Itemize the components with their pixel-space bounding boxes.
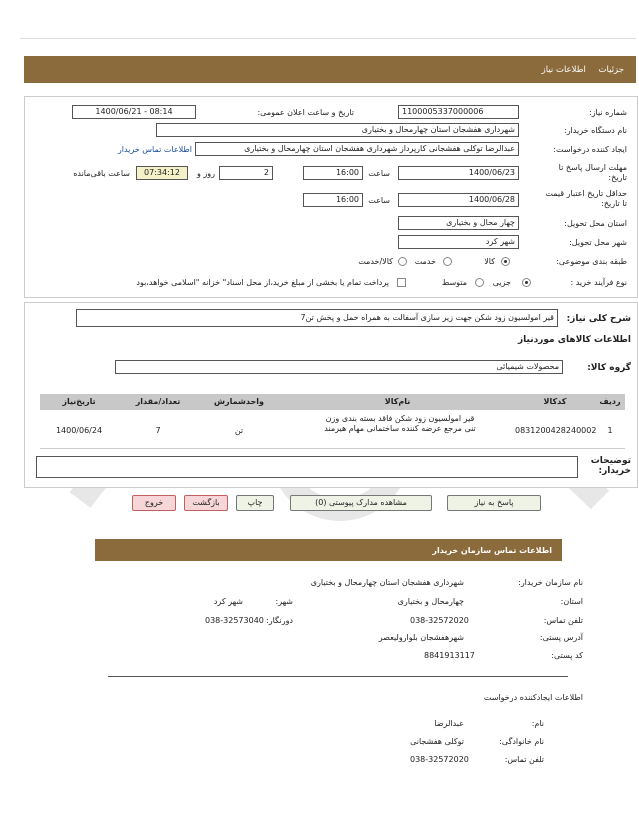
contact-postal-label: کد پستی:: [551, 651, 583, 660]
process-label: نوع فرآیند خرید :: [570, 278, 627, 287]
remaining-time-field: 07:34:12: [136, 166, 188, 180]
price-deadline-label: حداقل تاریخ اعتبار قیمت تا تاریخ:: [545, 189, 627, 208]
contact-fax-label: دورنگار:: [266, 616, 293, 625]
send-deadline-label: مهلت ارسال پاسخ تا تاریخ:: [558, 163, 627, 182]
category-both-label: کالا/خدمت: [358, 257, 393, 266]
contact-section-header: [95, 539, 562, 561]
description-label: شرح کلی نیاز:: [566, 314, 631, 324]
creator-phone-label: تلفن تماس:: [504, 755, 544, 764]
process-minor-radio[interactable]: [522, 278, 531, 287]
price-deadline-time-label: ساعت: [368, 196, 390, 205]
row-qty: 7: [155, 426, 161, 435]
creator-last-name-value: توکلی هفشجانی: [410, 737, 464, 746]
col-unit: واحدشمارش: [214, 397, 264, 406]
creator-title: اطلاعات ایجادکننده درخواست: [483, 693, 583, 702]
province-label: استان محل تحویل:: [564, 219, 627, 228]
contact-divider: [108, 676, 568, 677]
buyer-field: شهرداری هفشجان استان چهارمحال و بختیاری: [156, 123, 519, 137]
category-goods-label: کالا: [484, 257, 495, 266]
org-value: شهرداری هفشجان استان چهارمحال و بختیاری: [310, 578, 464, 587]
category-service-label: خدمت: [414, 257, 436, 266]
treasury-payment-checkbox[interactable]: [397, 278, 406, 287]
category-service-radio[interactable]: [443, 257, 452, 266]
treasury-payment-note: پرداخت تمام یا بخشی از مبلغ خرید،از محل اسناد" خزانه "اسلامی خواهد،بود: [136, 278, 389, 287]
row-name: قیر امولسیون زود شکن فاقد بسته بندی وزن تنی مرجع عرضه کننده ساختمانی مهام هیرمند: [324, 414, 476, 433]
col-qty: تعداد/مقدار: [135, 397, 181, 406]
send-deadline-time-label: ساعت: [368, 169, 390, 178]
header-links: [532, 65, 624, 75]
contact-city-value: شهر کرد: [213, 597, 243, 606]
contact-city-label: شهر:: [275, 597, 293, 606]
goods-table-header: [40, 394, 625, 410]
process-medium-label: متوسط: [441, 278, 467, 287]
contact-province-value: چهارمحال و بختیاری: [397, 597, 464, 606]
remaining-time-label: ساعت باقی‌مانده: [73, 169, 130, 178]
contact-address-value: شهرهفشجان بلوارولیعصر: [378, 633, 464, 642]
row-code: 0831200428240002: [515, 426, 597, 435]
need-number-label: شماره نیاز:: [589, 108, 627, 117]
send-deadline-date: 1400/06/23: [398, 166, 519, 180]
days-label: روز و: [197, 169, 215, 178]
exit-button[interactable]: خروج: [132, 495, 176, 511]
send-deadline-time: 16:00: [303, 166, 363, 180]
buyer-label: نام دستگاه خریدار:: [564, 126, 627, 135]
process-medium-radio[interactable]: [475, 278, 484, 287]
goods-title: اطلاعات کالاهای موردنیاز: [517, 335, 631, 345]
tab-need-info[interactable]: اطلاعات نیاز: [541, 65, 586, 75]
contact-phone-label: تلفن تماس:: [543, 616, 583, 625]
category-both-radio[interactable]: [398, 257, 407, 266]
announce-label: تاریخ و ساعت اعلان عمومی:: [257, 108, 354, 117]
description-field: قیر امولسیون زود شکن جهت زیر سازی آسفالت به همراه حمل و پخش تن7: [76, 309, 558, 327]
row-unit: تن: [234, 426, 244, 435]
contact-address-label: آدرس پستی:: [539, 633, 583, 642]
row-date: 1400/06/24: [55, 426, 103, 435]
tab-details[interactable]: جزئیات: [598, 65, 624, 75]
city-field: شهر کرد: [398, 235, 519, 249]
org-label: نام سازمان خریدار:: [518, 578, 583, 587]
contact-postal-value: 8841913117: [424, 651, 475, 660]
top-divider: [20, 38, 636, 39]
row-number: 1: [607, 426, 613, 435]
header-bar: [24, 56, 636, 83]
table-row: [40, 410, 625, 449]
process-minor-label: جزیی: [492, 278, 511, 287]
back-button[interactable]: بازگشت: [184, 495, 228, 511]
creator-first-name-value: عبدالرضا: [434, 719, 464, 728]
col-date: تاریخ‌نیاز: [62, 397, 96, 406]
attachments-button[interactable]: مشاهده مدارک پیوستی (0): [290, 495, 432, 511]
requester-field: عبدالرضا توکلی هفشجانی کارپرداز شهرداری هفشجان استان چهارمحال و بختیاری: [195, 142, 519, 156]
creator-phone-value: 038-32572020: [410, 755, 469, 764]
creator-last-name-label: نام خانوادگی:: [499, 737, 544, 746]
col-code: کدکالا: [543, 397, 567, 406]
reply-button[interactable]: پاسخ به نیاز: [447, 495, 541, 511]
goods-group-label: گروه کالا:: [587, 363, 631, 373]
buyer-contact-link[interactable]: اطلاعات تماس خریدار: [117, 145, 192, 154]
contact-section-title: اطلاعات تماس سازمان خریدار: [432, 546, 552, 555]
category-goods-radio[interactable]: [501, 257, 510, 266]
col-name: نام‌کالا: [384, 397, 411, 406]
category-label: طبقه بندی موضوعی:: [556, 257, 627, 266]
goods-group-field: محصولات شیمیائی: [115, 360, 563, 374]
col-row: ردیف: [599, 397, 621, 406]
days-field: 2: [219, 166, 273, 180]
province-field: چهار محال و بختیاری: [398, 216, 519, 230]
announce-field: 1400/06/21 - 08:14: [72, 105, 196, 119]
need-number-field: 1100005337000006: [398, 105, 519, 119]
buyer-notes-label: توضیحات خریدار:: [590, 456, 631, 476]
city-label: شهر محل تحویل:: [569, 238, 627, 247]
creator-first-name-label: نام:: [531, 719, 544, 728]
price-deadline-date: 1400/06/28: [398, 193, 519, 207]
print-button[interactable]: چاپ: [236, 495, 274, 511]
contact-phone-value: 038-32572020: [410, 616, 469, 625]
buyer-notes-field: [36, 456, 578, 478]
contact-fax-value: 038-32573040: [205, 616, 264, 625]
contact-province-label: استان:: [560, 597, 583, 606]
price-deadline-time: 16:00: [303, 193, 363, 207]
requester-label: ایجاد کننده درخواست:: [553, 145, 627, 154]
